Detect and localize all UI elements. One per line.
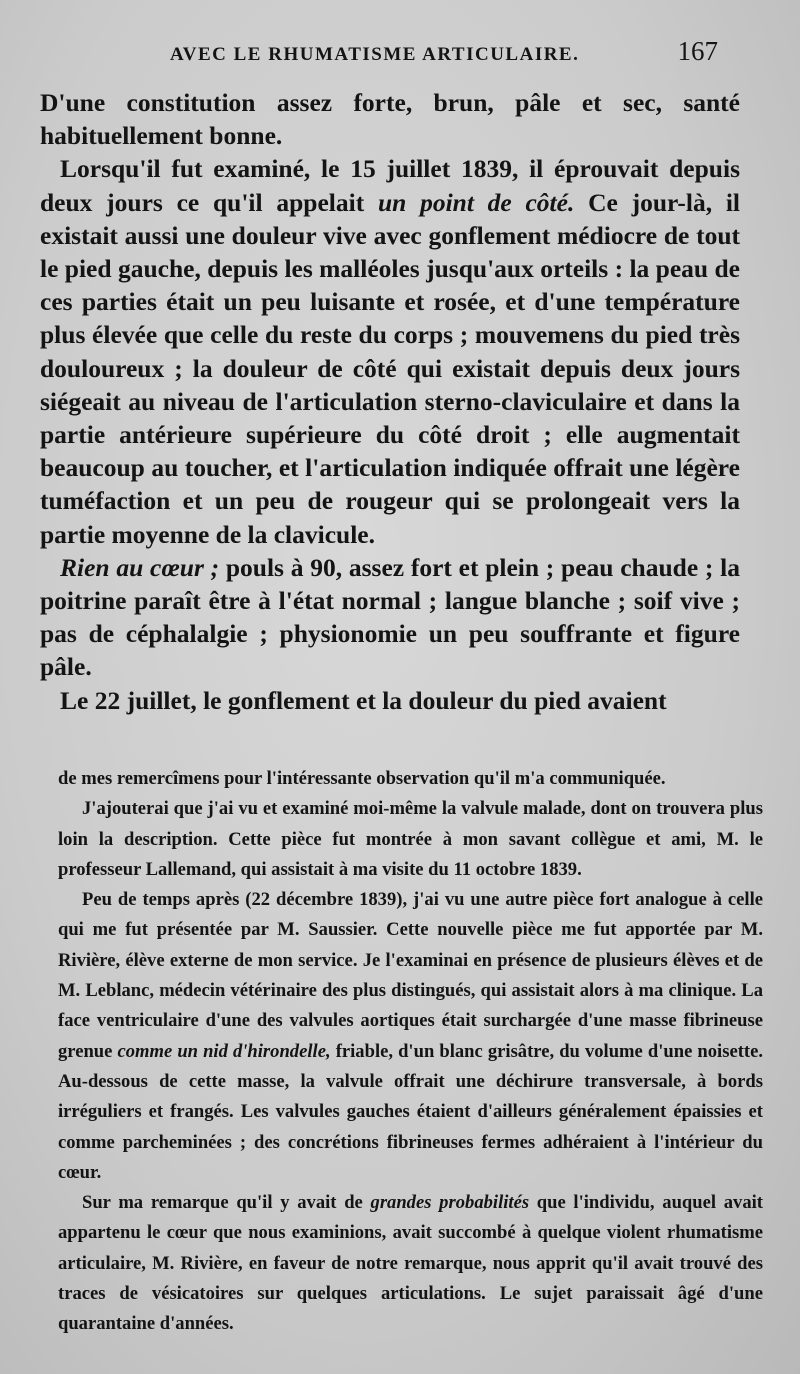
page-header bbox=[60, 36, 740, 72]
text-run: Ce jour-là, il existait aussi une douleur vive avec gonflement médiocre de tout le pied gauche, depuis les malléoles jusqu'aux orteils : la peau de ces parties était un peu luisante et rosée, et d'une température plus élevée que celle du reste du corps ; mouvemens du pied très douloureux ; la douleur de côté qui existait depuis deux jours siégeait au niveau de l'articulation sterno-claviculaire et dans la partie antérieure supérieure du côté droit ; elle augmentait beaucoup au toucher, et l'articulation indiquée offrait une légère tuméfaction et un peu de rougeur qui se prolongeait vers la partie moyenne de la clavicule. bbox=[40, 187, 740, 549]
emphasis: comme un nid d'hirondelle, bbox=[117, 1040, 331, 1062]
paragraph bbox=[40, 152, 740, 550]
text-run: friable, d'un blanc grisâtre, du volume d'une noisette. Au-dessous de cette masse, la valvule offrait une déchirure transversale, à bords irréguliers et frangés. Les valvules gauches étaient d'ailleurs généralement épaissies et comme parcheminées ; des concrétions fibrineuses fermes adhéraient à l'intérieur du cœur. bbox=[58, 1040, 763, 1183]
footnote-paragraph bbox=[58, 885, 763, 1188]
paragraph: D'une constitution assez forte, brun, pâle et sec, santé habituellement bonne. bbox=[40, 88, 740, 151]
footnote-paragraph: de mes remercîmens pour l'intéressante observation qu'il m'a communiquée. bbox=[58, 768, 666, 789]
footnote-paragraph: J'ajouterai que j'ai vu et examiné moi-même la valvule malade, dont on trouvera plus loin la description. Cette pièce fut montrée à mon savant collègue et ami, M. le professeur Lallemand, qui assistait à ma visite du 11 octobre 1839. bbox=[58, 798, 763, 880]
text-run: pouls à 90, assez fort et plein ; peau chaude ; la poitrine paraît être à l'état normal ; langue blanche ; soif vive ; pas de céphalalgie ; physionomie un peu souffrante et figure pâle. bbox=[40, 552, 740, 682]
text-run: Lorsqu'il fut examiné, le 15 juillet 1839, il éprouvait depuis deux jours ce qu'il appelait bbox=[40, 154, 740, 217]
paragraph bbox=[40, 551, 740, 684]
emphasis: grandes probabilités bbox=[370, 1192, 530, 1214]
footnote bbox=[58, 764, 763, 1340]
emphasis: Rien au cœur ; bbox=[60, 552, 220, 582]
text-run: Peu de temps après (22 décembre 1839), j'ai vu une autre pièce fort analogue à celle qui me fut présentée par M. Saussier. Cette nouvelle pièce me fut apportée par M. Rivière, élève externe de mon service. Je l'examinai en présence de plusieurs élèves et de M. Leblanc, médecin vétérinaire des plus distingués, qui assistait alors à ma clinique. La face ventriculaire d'une des valvules aortiques était surchargée d'une masse fibrineuse grenue bbox=[58, 889, 763, 1062]
footnote-paragraph bbox=[58, 1188, 763, 1339]
main-text bbox=[40, 86, 740, 717]
running-title: AVEC LE RHUMATISME ARTICULAIRE. bbox=[170, 44, 580, 65]
text-run: que l'individu, auquel avait appartenu le cœur que nous examinions, avait succombé à quelque violent rhumatisme articulaire, M. Rivière, en faveur de notre remarque, nous apprit qu'il avait trouvé des traces de vésicatoires sur quelques articulations. Le sujet paraissait âgé d'une quarantaine d'années. bbox=[58, 1192, 763, 1335]
paragraph: Le 22 juillet, le gonflement et la douleur du pied avaient bbox=[60, 685, 667, 715]
emphasis: un point de côté. bbox=[377, 187, 575, 217]
page-number: 167 bbox=[677, 36, 718, 66]
text-run: Sur ma remarque qu'il y avait de bbox=[82, 1192, 371, 1214]
